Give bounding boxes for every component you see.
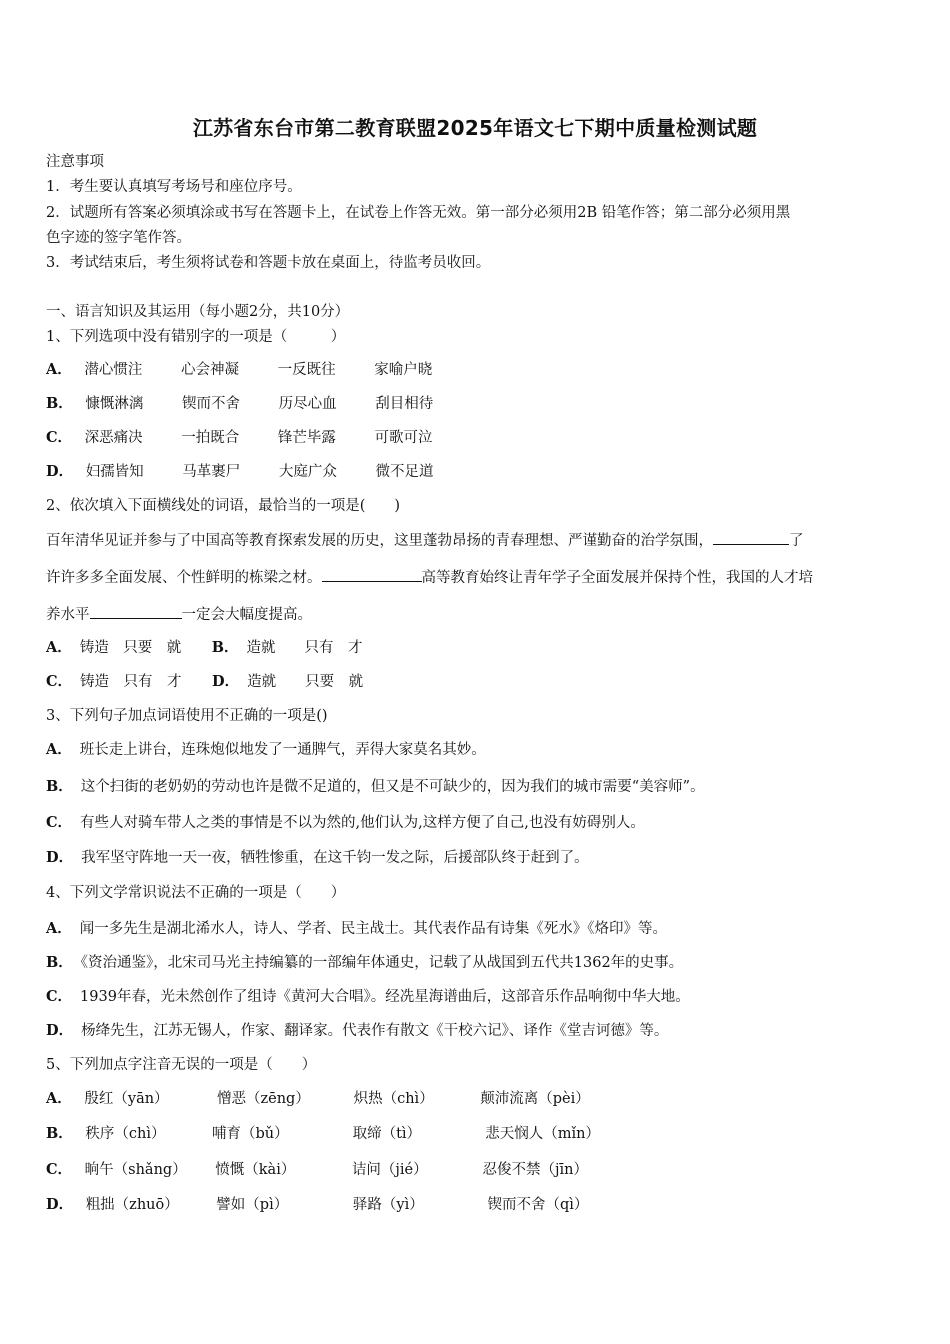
passage-text: 了 [789,533,804,549]
option-choice: 取缔（tì） [352,1126,422,1142]
q1-option-a [46,360,906,380]
option-choice: 可歌可泣 [374,430,433,446]
q4-option-b [46,953,906,973]
option-text: 有些人对骑车带人之类的事情是不以为然的,他们认为,这样方便了自己,也没有妨碍别人。 [80,815,645,831]
fill-blank [322,567,422,582]
option-label: D． [46,463,74,480]
section-heading: 一、语言知识及其运用（每小题2分，共10分） [46,304,350,320]
option-label: A． [46,361,72,378]
option-choice: 哺育（bǔ） [211,1126,289,1142]
q1-option-b [46,394,906,414]
option-choice: 潜心惯注 [84,362,143,378]
passage-text: 许许多多全面发展、个性鲜明的栋梁之材。 [46,570,322,586]
option-choice: 诘问（jié） [351,1162,428,1178]
option-label: A． [46,920,72,937]
option-text: 《资治通鉴》，北宋司马光主持编纂的一部编年体通史，记载了从战国到五代共1362年的史事。 [80,955,684,971]
option-choice: 譬如（pì） [216,1197,289,1213]
q4-option-d [46,1021,906,1041]
option-choice: 马革裹尸 [182,464,241,480]
q3-option-a [46,740,906,760]
option-choice: 铸造 只有 才 [80,674,182,690]
option-choice: 铸造 只要 就 [79,640,182,656]
question-3-stem: 3、下列句子加点词语使用不正确的一项是() [46,708,328,724]
option-choice: 造就 只要 就 [247,674,364,690]
question-4-stem: 4、下列文学常识说法不正确的一项是（ ） [46,885,346,901]
option-choice: 愤慨（kài） [215,1162,296,1178]
option-choice: 忍俊不禁（jīn） [482,1162,588,1178]
option-text: 闻一多先生是湖北浠水人，诗人、学者、民主战士。其代表作品有诗集《死水》《烙印》等。 [79,921,668,937]
option-choice: 炽热（chì） [353,1091,434,1107]
option-label: B． [46,954,73,971]
option-label: A． [46,741,72,758]
option-choice: 家喻户晓 [374,362,433,378]
question-2-stem: 2、依次填入下面横线处的词语，最恰当的一项是( ) [46,498,401,514]
option-choice: 一拍既合 [181,430,240,446]
q2-passage-line-3 [46,604,906,625]
option-text: 杨绛先生，江苏无锡人，作家、翻译家。代表作有散文《干校六记》、译作《堂吉诃德》等。 [81,1023,669,1039]
page-title: 江苏省东台市第二教育联盟2025年语文七下期中质量检测试题 [192,116,758,140]
option-label: A． [46,639,72,656]
fill-blank [713,530,789,545]
option-text: 我军坚守阵地一天一夜，牺牲惨重，在这千钧一发之际，后援部队终于赶到了。 [81,850,589,866]
option-choice: 悲天悯人（mǐn） [485,1126,600,1142]
option-label: C． [46,429,73,446]
q2-passage-line-1 [46,530,906,551]
option-choice: 秩序（chì） [85,1126,166,1142]
q4-option-c [46,987,906,1007]
option-choice: 晌午（shǎng） [84,1162,187,1178]
option-label: C． [46,1161,73,1178]
option-choice: 殷红（yān） [84,1091,169,1107]
option-choice: 心会神凝 [180,362,239,378]
option-choice: 锋芒毕露 [277,430,336,446]
q1-option-c [46,428,906,448]
q2-options-row-1 [46,638,906,658]
option-label: C． [46,673,73,690]
q5-option-a [46,1089,906,1109]
q3-option-b [46,777,906,797]
q1-option-d [46,462,906,482]
passage-text: 百年清华见证并参与了中国高等教育探索发展的历史，这里蓬勃昂扬的青春理想、严谨勤奋的治学氛围， [46,533,713,549]
notice-item-1: 1．考生要认真填写考场号和座位序号。 [46,179,302,195]
question-5-stem: 5、下列加点字注音无误的一项是（ ） [46,1057,317,1073]
option-choice: 刮目相待 [375,396,434,412]
option-label: A． [46,1090,72,1107]
option-label: D． [46,849,74,866]
option-choice: 造就 只有 才 [246,640,363,656]
option-label: C． [46,814,73,831]
q2-passage-line-2 [46,567,906,588]
notice-item-3: 3．考试结束后，考生须将试卷和答题卡放在桌面上，待监考员收回。 [46,255,491,271]
option-label: B． [46,395,73,412]
option-choice: 一反既往 [277,362,336,378]
passage-text: 高等教育始终让青年学子全面发展并保持个性，我国的人才培 [421,570,813,586]
option-choice: 妇孺皆知 [85,464,144,480]
option-choice: 大庭广众 [278,464,337,480]
question-1-stem: 1、下列选项中没有错别字的一项是（ ） [46,329,346,345]
option-choice: 微不足道 [375,464,434,480]
option-label: B． [46,778,73,795]
q2-options-row-2 [46,672,906,692]
q5-option-b [46,1124,906,1144]
fill-blank [90,604,182,619]
option-choice: 锲而不舍（qì） [487,1197,589,1213]
option-label: D． [46,1196,74,1213]
option-choice: 锲而不舍 [181,396,240,412]
option-text: 1939年春，光未然创作了组诗《黄河大合唱》。经冼星海谱曲后，这部音乐作品响彻中华大地。 [80,989,690,1005]
option-choice: 粗拙（zhuō） [85,1197,179,1213]
option-label: C． [46,988,73,1005]
q5-option-d [46,1195,906,1215]
option-text: 班长走上讲台，连珠炮似地发了一通脾气，弄得大家莫名其妙。 [79,742,486,758]
passage-text: 养水平 [46,607,90,623]
option-text: 这个扫街的老奶奶的劳动也许是微不足道的，但又是不可缺少的，因为我们的城市需要“美容师”。 [80,779,705,795]
q4-option-a [46,919,906,939]
option-label: B． [211,639,239,656]
notice-item-2-cont: 色字迹的签字笔作答。 [46,230,191,246]
option-choice: 颠沛流离（pèi） [480,1091,590,1107]
notice-item-2: 2．试题所有答案必须填涂或书写在答题卡上，在试卷上作答无效。第一部分必须用2B 铅笔作答；第二部分必须用黑 [46,205,791,221]
option-choice: 慷慨淋漓 [85,396,144,412]
passage-text: 一定会大幅度提高。 [181,607,312,623]
option-label: D． [46,1022,74,1039]
q5-option-c [46,1160,906,1180]
option-choice: 深恶痛决 [84,430,143,446]
option-choice: 憎恶（zēng） [216,1091,310,1107]
notice-heading: 注意事项 [46,154,104,170]
option-label: D． [212,673,240,690]
q3-option-c [46,813,906,833]
option-label: B． [46,1125,73,1142]
option-choice: 历尽心血 [278,396,337,412]
option-choice: 驿路（yì） [352,1197,424,1213]
q3-option-d [46,848,906,868]
